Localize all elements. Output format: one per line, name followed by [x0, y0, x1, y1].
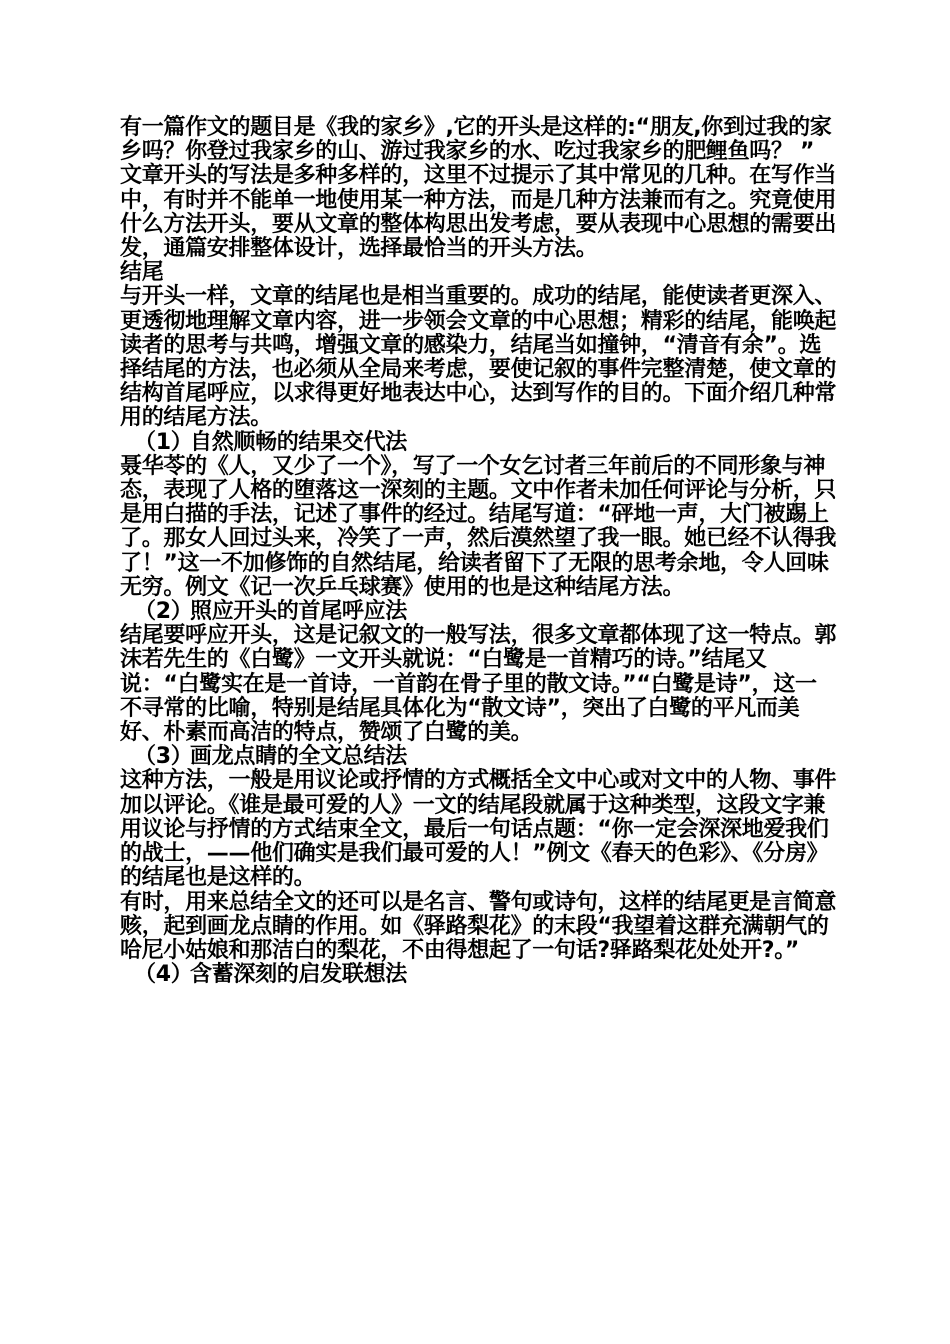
paragraph-opening-summary: 文章开头的写法是多种多样的，这里不过提示了其中常见的几种。在写作当中，有时并不能单一地使用某一种方法，而是几种方法兼而有之。究竟使用什么方法开头，要从文章的整体构思出发考虑，要从表现中心思想的需要出发，通篇安排整体设计，选择最恰当的开头方法。 — [120, 163, 837, 262]
paragraph-method-2: 结尾要呼应开头，这是记叙文的一般写法，很多文章都体现了这一特点。郭沫若先生的《白鹭》一文开头就说：“白鹭是一首精巧的诗。”结尾又说：“白鹭实在是一首诗，一首韵在骨子里的散文诗。”“白鹭是诗”，这一不寻常的比喻，特别是结尾具体化为“散文诗”，突出了白鹭的平凡而美好、朴素而高洁的特点，赞颂了白鹭的美。 — [120, 623, 837, 746]
method-title: 自然顺畅的结果交代法 — [190, 429, 408, 455]
method-title: 照应开头的首尾呼应法 — [190, 599, 408, 625]
method-number: （2） — [134, 599, 193, 625]
paragraph-method-1: 聂华苓的《人，又少了一个》，写了一个女乞讨者三年前后的不同形象与神态，表现了人格的堕落这一深刻的主题。文中作者未加任何评论与分析，只是用白描的手法，记述了事件的经过。结尾写道：“砰地一声，大门被踢上了。那女人回过头来，冷笑了一声，然后漠然望了我一眼。她已经不认得我了！”这一不加修饰的自然结尾，给读者留下了无限的思考余地，令人回味无穷。例文《记一次乒乓球赛》使用的也是这种结尾方法。 — [120, 453, 837, 600]
paragraph-ending-intro: 与开头一样，文章的结尾也是相当重要的。成功的结尾，能使读者更深入、更透彻地理解文章内容，进一步领会文章的中心思想；精彩的结尾，能唤起读者的思考与共鸣，增强文章的感染力，结尾当如撞钟，“清音有余”。选择结尾的方法，也必须从全局来考虑，要使记叙的事件完整清楚，使文章的结构首尾呼应，以求得更好地表达中心，达到写作的目的。下面介绍几种常用的结尾方法。 — [120, 284, 837, 431]
method-heading-4 — [116, 963, 838, 987]
method-heading-2 — [116, 600, 838, 624]
method-title: 含蓄深刻的启发联想法 — [190, 962, 408, 988]
paragraph-intro-example: 有一篇作文的题目是《我的家乡》,它的开头是这样的:“朋友,你到过我的家乡吗？你登过我家乡的山、游过我家乡的水、吃过我家乡的肥鲤鱼吗？ ” — [120, 115, 832, 165]
section-heading-ending: 结尾 — [120, 260, 164, 286]
document-page — [116, 116, 838, 987]
method-heading-3 — [116, 745, 838, 769]
paragraph-method-3-extra: 有时，用来总结全文的还可以是名言、警句或诗句，这样的结尾更是言简意赅，起到画龙点睛的作用。如《驿路梨花》的末段“我望着这群充满朝气的哈尼小姑娘和那洁白的梨花，不由得想起了一句话?驿路梨花处处开?。” — [120, 889, 837, 963]
method-number: （4） — [134, 962, 193, 988]
method-title: 画龙点睛的全文总结法 — [190, 744, 408, 770]
method-number: （3） — [134, 744, 193, 770]
method-number: （1） — [134, 429, 193, 455]
method-heading-1 — [116, 431, 838, 455]
paragraph-method-3: 这种方法，一般是用议论或抒情的方式概括全文中心或对文中的人物、事件加以评论。《谁是最可爱的人》一文的结尾段就属于这种类型，这段文字兼用议论与抒情的方式结束全文，最后一句话点题：“你一定会深深地爱我们的战士，——他们确实是我们最可爱的人！”例文《春天的色彩》、《分房》的结尾也是这样的。 — [120, 768, 837, 891]
